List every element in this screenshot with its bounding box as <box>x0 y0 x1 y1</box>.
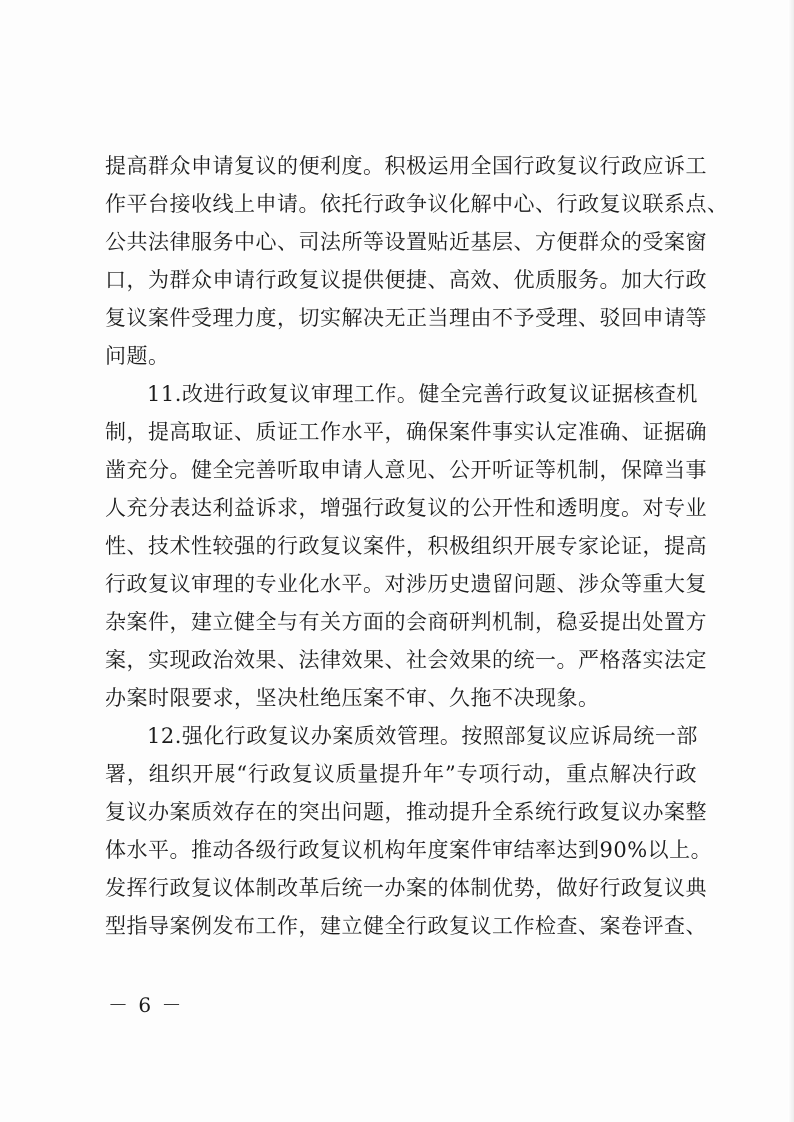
text-line: 署，组织开展“行政复议质量提升年”专项行动，重点解决行政 <box>105 762 697 786</box>
text-line: 行政复议审理的专业化水平。对涉历史遗留问题、涉众等重大复 <box>105 572 707 596</box>
body-text <box>105 147 729 945</box>
text-line: 发挥行政复议体制改革后统一办案的体制优势，做好行政复议典 <box>105 876 707 900</box>
text-line: 复议办案质效存在的突出问题，推动提升全系统行政复议办案整 <box>105 800 707 824</box>
text-line: 体水平。推动各级行政复议机构年度案件审结率达到90%以上。 <box>105 838 713 862</box>
text-line: 凿充分。健全完善听取申请人意见、公开听证等机制，保障当事 <box>105 458 707 482</box>
section-11-heading-line: 11.改进行政复议审理工作。健全完善行政复议证据核查机 <box>147 382 698 406</box>
section-12-heading-line: 12.强化行政复议办案质效管理。按照部复议应诉局统一部 <box>147 724 698 748</box>
text-line: 口，为群众申请行政复议提供便捷、高效、优质服务。加大行政 <box>105 268 707 292</box>
text-line: 作平台接收线上申请。依托行政争议化解中心、行政复议联系点、 <box>105 192 729 216</box>
text-line: 复议案件受理力度，切实解决无正当理由不予受理、驳回申请等 <box>105 306 707 330</box>
text-line: 问题。 <box>105 344 170 368</box>
text-line: 案，实现政治效果、法律效果、社会效果的统一。严格落实法定 <box>105 648 707 672</box>
text-line: 人充分表达利益诉求，增强行政复议的公开性和透明度。对专业 <box>105 496 707 520</box>
scan-edge-shadow <box>788 0 794 1122</box>
text-line: 型指导案例发布工作，建立健全行政复议工作检查、案卷评查、 <box>105 914 707 938</box>
text-line: 提高群众申请复议的便利度。积极运用全国行政复议行政应诉工 <box>105 154 707 178</box>
text-line: 公共法律服务中心、司法所等设置贴近基层、方便群众的受案窗 <box>105 230 707 254</box>
text-line: 杂案件，建立健全与有关方面的会商研判机制，稳妥提出处置方 <box>105 610 707 634</box>
text-line: 制，提高取证、质证工作水平，确保案件事实认定准确、证据确 <box>105 420 707 444</box>
text-line: 性、技术性较强的行政复议案件，积极组织开展专家论证，提高 <box>105 534 707 558</box>
text-line: 办案时限要求，坚决杜绝压案不审、久拖不决现象。 <box>105 686 600 710</box>
page-number: － 6 － <box>108 993 184 1017</box>
